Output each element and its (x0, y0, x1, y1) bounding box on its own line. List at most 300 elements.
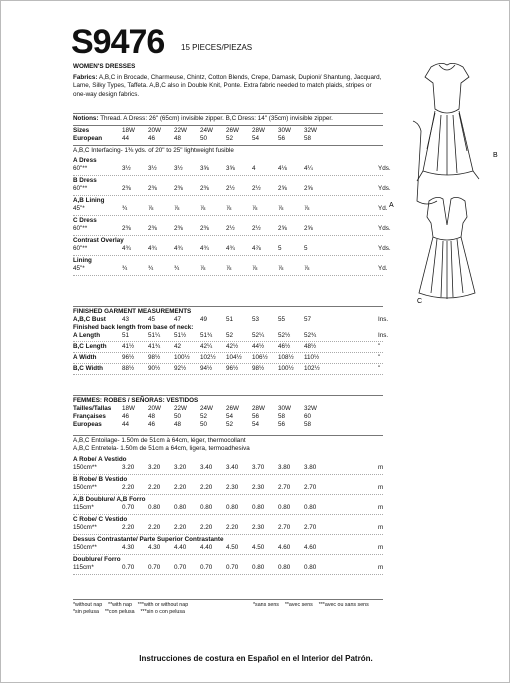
table-cell: 4.50 (226, 544, 239, 551)
metraje-row (73, 544, 383, 552)
table-cell: 2⅝ (304, 225, 313, 232)
table-cell: 20W (148, 405, 161, 412)
table-cell: 2½ (226, 185, 235, 192)
sizes-row (73, 127, 383, 135)
row-label: C Dress (73, 217, 97, 224)
table-cell: 2½ (252, 225, 261, 232)
table-cell: 52¾ (304, 332, 317, 339)
table-cell: 43 (122, 316, 130, 323)
table-cell: 4⅞ (252, 245, 261, 252)
table-cell: 58 (304, 421, 312, 428)
entretela-text: 1.50m de 51cm a 64cm, ligera, termoadhesiva (120, 445, 250, 453)
table-cell: 3½ (122, 165, 131, 172)
spanish-sizes-table (73, 397, 383, 429)
table-cell: 2.20 (148, 524, 161, 531)
table-cell: 0.80 (200, 504, 213, 511)
table-cell: 2.20 (200, 484, 213, 491)
row-unit: Yds. (378, 185, 391, 192)
table-cell: 46½ (278, 343, 291, 350)
table-cell: 57 (304, 316, 312, 323)
row-divider (73, 341, 383, 342)
table-cell: 106½ (252, 354, 268, 361)
row-divider (73, 574, 383, 575)
table-cell: 0.80 (174, 504, 187, 511)
row-label: A,B Doublure/ A,B Forro (73, 496, 146, 503)
table-row (73, 217, 383, 225)
row-label: European (73, 135, 103, 142)
divider (73, 599, 383, 600)
table-cell: 96½ (226, 365, 239, 372)
table-cell: 52 (226, 421, 234, 428)
table-cell: ⅞ (252, 205, 258, 212)
row-label: C Robe/ C Vestido (73, 516, 128, 523)
table-row (73, 257, 383, 265)
row-label: 150cm** (73, 464, 97, 471)
row-label: FEMMES: ROBES / SEÑORAS: VESTIDOS (73, 397, 199, 404)
row-divider (73, 352, 383, 353)
row-label: A,B,C Bust (73, 316, 106, 323)
dress-illustrations (383, 31, 508, 311)
table-cell: 24W (200, 405, 213, 412)
table-cell: 98½ (252, 365, 265, 372)
table-row (73, 536, 383, 544)
table-cell: ⅞ (304, 265, 310, 272)
table-cell: 2⅝ (278, 225, 287, 232)
divider (73, 125, 383, 126)
yardage-row (73, 205, 388, 213)
table-cell: 0.80 (226, 504, 239, 511)
table-cell: 22W (174, 405, 187, 412)
table-cell: 4¾ (200, 245, 209, 252)
table-cell: 42 (174, 343, 182, 350)
row-label: 115cm* (73, 564, 94, 571)
entoilage-block (73, 437, 383, 453)
row-label: Sizes (73, 127, 90, 134)
table-cell: 2⅜ (200, 225, 209, 232)
entoilage-text: 1.50m de 51cm à 64cm, léger, thermocollant (121, 437, 246, 444)
tallas-row (73, 405, 383, 413)
footnote-english (73, 602, 188, 609)
table-cell: 4.50 (252, 544, 265, 551)
table-cell: 51 (122, 332, 130, 339)
table-cell: 52½ (278, 332, 291, 339)
table-cell: 3⅝ (226, 165, 235, 172)
francaises-row (73, 413, 383, 421)
table-cell: 0.70 (200, 564, 213, 571)
entoilage-label: A,B,C Entoilage- (73, 437, 120, 444)
table-cell: 18W (122, 405, 135, 412)
table-cell: ⅞ (226, 205, 232, 212)
table-cell: 51 (226, 316, 234, 323)
table-cell: ¾ (122, 265, 128, 272)
table-cell: 0.80 (252, 504, 265, 511)
row-unit: " (378, 354, 381, 361)
table-cell: 41¾ (148, 343, 161, 350)
row-label: A Width (73, 354, 97, 361)
table-cell: 0.70 (122, 564, 135, 571)
row-unit: m (378, 524, 384, 531)
row-label: 115cm* (73, 504, 94, 511)
table-cell: 2.20 (174, 484, 187, 491)
english-intro (73, 63, 383, 99)
row-divider (73, 255, 383, 256)
table-cell: 4 (252, 165, 256, 172)
notions-label: Notions: (73, 115, 99, 122)
row-unit: m (378, 564, 384, 571)
table-cell: 2.20 (200, 524, 213, 531)
table-cell: 2⅜ (148, 225, 157, 232)
table-cell: 56 (278, 421, 286, 428)
table-cell: 102½ (200, 354, 216, 361)
table-cell: 20W (148, 127, 161, 134)
fabrics-paragraph (73, 74, 383, 99)
table-cell: 28W (252, 127, 265, 134)
yardage-row (73, 265, 388, 273)
table-cell: ⅞ (174, 205, 180, 212)
table-cell: 4¾ (174, 245, 183, 252)
table-cell: 2.70 (304, 484, 317, 491)
table-cell: 96½ (122, 354, 135, 361)
row-label: A Robe/ A Vestido (73, 456, 127, 463)
yardage-row (73, 185, 391, 193)
table-cell: 3½ (174, 165, 183, 172)
table-cell: 104½ (226, 354, 242, 361)
table-row (73, 516, 383, 524)
row-label: Lining (73, 257, 92, 264)
row-label: A,B Lining (73, 197, 105, 204)
table-cell: 2.30 (226, 484, 239, 491)
metraje-row (73, 484, 383, 492)
table-cell: 46 (148, 421, 156, 428)
table-cell: 2⅜ (200, 185, 209, 192)
table-cell: 26W (226, 127, 239, 134)
table-cell: 2.70 (304, 524, 317, 531)
table-cell: 49 (200, 316, 208, 323)
divider (73, 113, 383, 114)
row-unit: m (378, 464, 384, 471)
table-cell: 3.80 (278, 464, 291, 471)
metraje-row (73, 504, 383, 512)
table-cell: 2⅜ (122, 185, 131, 192)
table-cell: 48 (148, 413, 156, 420)
pattern-number: S9476 (71, 23, 165, 61)
pieces-count: 15 PIECES/PIEZAS (181, 43, 253, 52)
table-cell: 52¼ (252, 332, 265, 339)
table-row (73, 177, 383, 185)
table-cell: 45 (148, 316, 156, 323)
table-cell: 56 (278, 135, 286, 142)
row-label: 60"** (73, 225, 88, 232)
row-unit: Yds. (378, 225, 391, 232)
row-label: Doublure/ Forro (73, 556, 121, 563)
row-label: B Robe/ B Vestido (73, 476, 128, 483)
row-divider (73, 363, 383, 364)
row-label: Françaises (73, 413, 106, 420)
table-cell: 51¼ (148, 332, 161, 339)
table-cell: 52 (200, 413, 208, 420)
row-unit: " (378, 365, 381, 372)
table-row (73, 397, 383, 405)
footnote-sin-o-con-pelusa: ***sin o con pelusa (140, 609, 185, 615)
notions-text: Thread. A Dress: 26" (65cm) invisible zipper. B,C Dress: 14" (35cm) invisible zipper. (100, 115, 333, 122)
table-cell: 108½ (278, 354, 294, 361)
table-cell: 46 (148, 135, 156, 142)
divider (73, 306, 383, 307)
row-label: 60"** (73, 165, 88, 172)
table-cell: 4.40 (200, 544, 213, 551)
table-cell: 2.30 (252, 484, 265, 491)
table-cell: 52 (226, 332, 234, 339)
row-unit: Yds. (378, 165, 391, 172)
row-divider (73, 494, 383, 495)
table-cell: 46 (122, 413, 130, 420)
table-cell: 2.70 (278, 524, 291, 531)
table-cell: 51¾ (200, 332, 213, 339)
yardage-row (73, 245, 391, 253)
yardage-row (73, 165, 391, 173)
table-cell: ¾ (122, 205, 128, 212)
table-cell: 2⅜ (174, 185, 183, 192)
table-cell: 100½ (278, 365, 294, 372)
row-label: Finished back length from base of neck: (73, 324, 194, 331)
table-cell: 110½ (304, 354, 320, 361)
row-divider (73, 534, 383, 535)
table-cell: 54 (252, 421, 260, 428)
table-cell: 94½ (200, 365, 213, 372)
table-cell: 0.70 (226, 564, 239, 571)
table-row (73, 157, 383, 165)
table-cell: 3.20 (148, 464, 161, 471)
dress-c-sketch (419, 197, 475, 299)
table-cell: 88½ (122, 365, 135, 372)
bust-row (73, 316, 389, 324)
table-cell: 42½ (226, 343, 239, 350)
table-cell: 48 (174, 421, 182, 428)
table-cell: 0.70 (174, 564, 187, 571)
table-cell: ⅞ (226, 265, 232, 272)
table-cell: 4¼ (304, 165, 313, 172)
table-cell: 92½ (174, 365, 187, 372)
table-cell: 22W (174, 127, 187, 134)
row-divider (73, 554, 383, 555)
european-row (73, 135, 383, 143)
table-cell: 2.20 (122, 524, 135, 531)
table-cell: 2⅜ (148, 185, 157, 192)
table-cell: 5 (304, 245, 308, 252)
table-cell: 2½ (252, 185, 261, 192)
table-cell: ⅞ (200, 205, 206, 212)
divider (73, 435, 383, 436)
table-cell: 4⅛ (278, 165, 287, 172)
table-cell: 3.20 (122, 464, 135, 471)
metraje-row (73, 564, 383, 572)
table-cell: 24W (200, 127, 213, 134)
table-cell: 0.80 (278, 564, 291, 571)
table-row (73, 324, 383, 332)
row-label: A Length (73, 332, 101, 339)
notions-paragraph (73, 115, 383, 123)
row-unit: Yds. (378, 245, 391, 252)
table-cell: 58 (304, 135, 312, 142)
table-cell: 50 (200, 421, 208, 428)
table-cell: 48 (174, 135, 182, 142)
table-cell: 30W (278, 405, 291, 412)
row-divider (73, 195, 383, 196)
table-cell: 4.60 (278, 544, 291, 551)
measurement-row (73, 332, 389, 340)
table-cell: 2.20 (122, 484, 135, 491)
row-divider (73, 474, 383, 475)
table-cell: ⅞ (304, 205, 310, 212)
table-cell: 60 (304, 413, 312, 420)
entretela-label: A,B,C Entretela- (73, 445, 119, 453)
table-cell: 44 (122, 135, 130, 142)
row-label: Tailles/Tallas (73, 405, 112, 412)
yardage-row (73, 225, 391, 233)
footnote-avec-sens: **avec sens (284, 602, 313, 608)
table-cell: 41½ (122, 343, 135, 350)
row-label: A Dress (73, 157, 97, 164)
section-title-english: WOMEN'S DRESSES (73, 63, 136, 70)
row-unit: " (378, 343, 381, 350)
row-divider (73, 175, 383, 176)
divider (73, 145, 383, 146)
table-cell: 0.80 (304, 504, 317, 511)
interfacing-line: A,B,C Interfacing- 1⅜ yds. of 20" to 25" lightweight fusible (73, 147, 234, 154)
row-unit: m (378, 544, 384, 551)
table-cell: 4¾ (148, 245, 157, 252)
table-cell: 0.70 (122, 504, 135, 511)
table-cell: 3⅝ (200, 165, 209, 172)
row-label: B Dress (73, 177, 97, 184)
table-cell: 4.30 (148, 544, 161, 551)
europeas-row (73, 421, 383, 429)
table-cell: 50 (200, 135, 208, 142)
row-label: Contrast Overlay (73, 237, 124, 244)
table-cell: 26W (226, 405, 239, 412)
footnote-without-nap: *without nap (73, 602, 103, 608)
measurement-row (73, 343, 383, 351)
footnote-sans-sens: *sans sens (253, 602, 279, 608)
table-row (73, 197, 383, 205)
table-cell: 51½ (174, 332, 187, 339)
spanish-instructions-note: Instrucciones de costura en Español en el Interior del Patrón. (139, 654, 373, 663)
dress-b-sketch (417, 63, 479, 181)
metraje-row (73, 524, 383, 532)
table-cell: 52 (226, 135, 234, 142)
table-cell: 0.80 (148, 504, 161, 511)
table-cell: 2⅜ (122, 225, 131, 232)
label-a: A (389, 202, 394, 209)
row-label: 150cm** (73, 484, 97, 491)
table-cell: 100½ (174, 354, 190, 361)
fabrics-label: Fabrics: (73, 74, 98, 82)
table-cell: ¾ (174, 265, 180, 272)
table-cell: 4.60 (304, 544, 317, 551)
table-cell: 47 (174, 316, 182, 323)
table-cell: 54 (226, 413, 234, 420)
table-cell: 44 (122, 421, 130, 428)
table-cell: 102½ (304, 365, 320, 372)
table-cell: 2⅝ (304, 185, 313, 192)
footnote-spanish (73, 609, 185, 616)
row-divider (73, 215, 383, 216)
table-cell: 44½ (252, 343, 265, 350)
table-cell: 0.80 (252, 564, 265, 571)
table-cell: 98½ (148, 354, 161, 361)
english-sizes-table (73, 127, 383, 143)
footnote-con-pelusa: **con pelusa (104, 609, 135, 615)
table-row (73, 476, 383, 484)
label-c: C (417, 298, 423, 305)
table-cell: 2⅜ (174, 225, 183, 232)
table-cell: 54 (252, 135, 260, 142)
table-cell: ⅞ (200, 265, 206, 272)
table-cell: 50 (174, 413, 182, 420)
table-cell: 90½ (148, 365, 161, 372)
row-label: Dessus Contrastante/ Parte Superior Contrastante (73, 536, 224, 543)
table-cell: 28W (252, 405, 265, 412)
table-cell: 3.80 (304, 464, 317, 471)
row-label: 150cm** (73, 524, 97, 531)
row-label: B,C Width (73, 365, 104, 372)
table-cell: 4.30 (122, 544, 135, 551)
table-cell: 2.20 (174, 524, 187, 531)
table-cell: 2½ (226, 225, 235, 232)
row-label: 150cm** (73, 544, 97, 551)
table-cell: ⅞ (278, 205, 284, 212)
spanish-yardage-table (73, 456, 383, 576)
table-row (73, 456, 383, 464)
footnote-with-nap: **with nap (108, 602, 132, 608)
row-divider (73, 275, 383, 276)
table-cell: 55 (278, 316, 286, 323)
english-yardage-table (73, 157, 391, 277)
label-b: B (493, 152, 498, 159)
row-unit: m (378, 504, 384, 511)
metraje-row (73, 464, 383, 472)
table-cell: 3½ (148, 165, 157, 172)
footnote-with-or-without-nap: ***with or without nap (137, 602, 189, 608)
table-cell: 4¾ (226, 245, 235, 252)
footnote-french (253, 602, 369, 609)
table-cell: 53 (252, 316, 260, 323)
table-row (73, 237, 383, 245)
fabrics-text: A,B,C in Brocade, Charmeuse, Chintz, Cotton Blends, Crepe, Damask, Dupioni/ Shantung, Jacquard, Lame, Silky Types, Taffeta. A,B,C also in Double Knit, Ponte. Extra fabric needed to match plaids, stripes or one-way design fabrics. (73, 74, 382, 98)
table-row (73, 308, 383, 316)
table-cell: 2.20 (226, 524, 239, 531)
table-cell: 58 (278, 413, 286, 420)
table-cell: 2⅝ (278, 185, 287, 192)
row-divider (73, 374, 383, 375)
table-cell: 3.40 (200, 464, 213, 471)
row-label: B,C Length (73, 343, 107, 350)
table-cell: 4¾ (122, 245, 131, 252)
finished-measurements (73, 308, 389, 376)
table-cell: 3.20 (174, 464, 187, 471)
table-cell: 56 (252, 413, 260, 420)
row-unit: Yd. (378, 265, 388, 272)
row-unit: Yd. (378, 205, 388, 212)
table-row (73, 556, 383, 564)
row-label: 45"* (73, 205, 85, 212)
table-cell: ⅞ (278, 265, 284, 272)
divider (73, 395, 383, 396)
table-cell: ¾ (148, 265, 154, 272)
row-label: 60"** (73, 245, 88, 252)
table-cell: ⅞ (252, 265, 258, 272)
table-cell: 30W (278, 127, 291, 134)
